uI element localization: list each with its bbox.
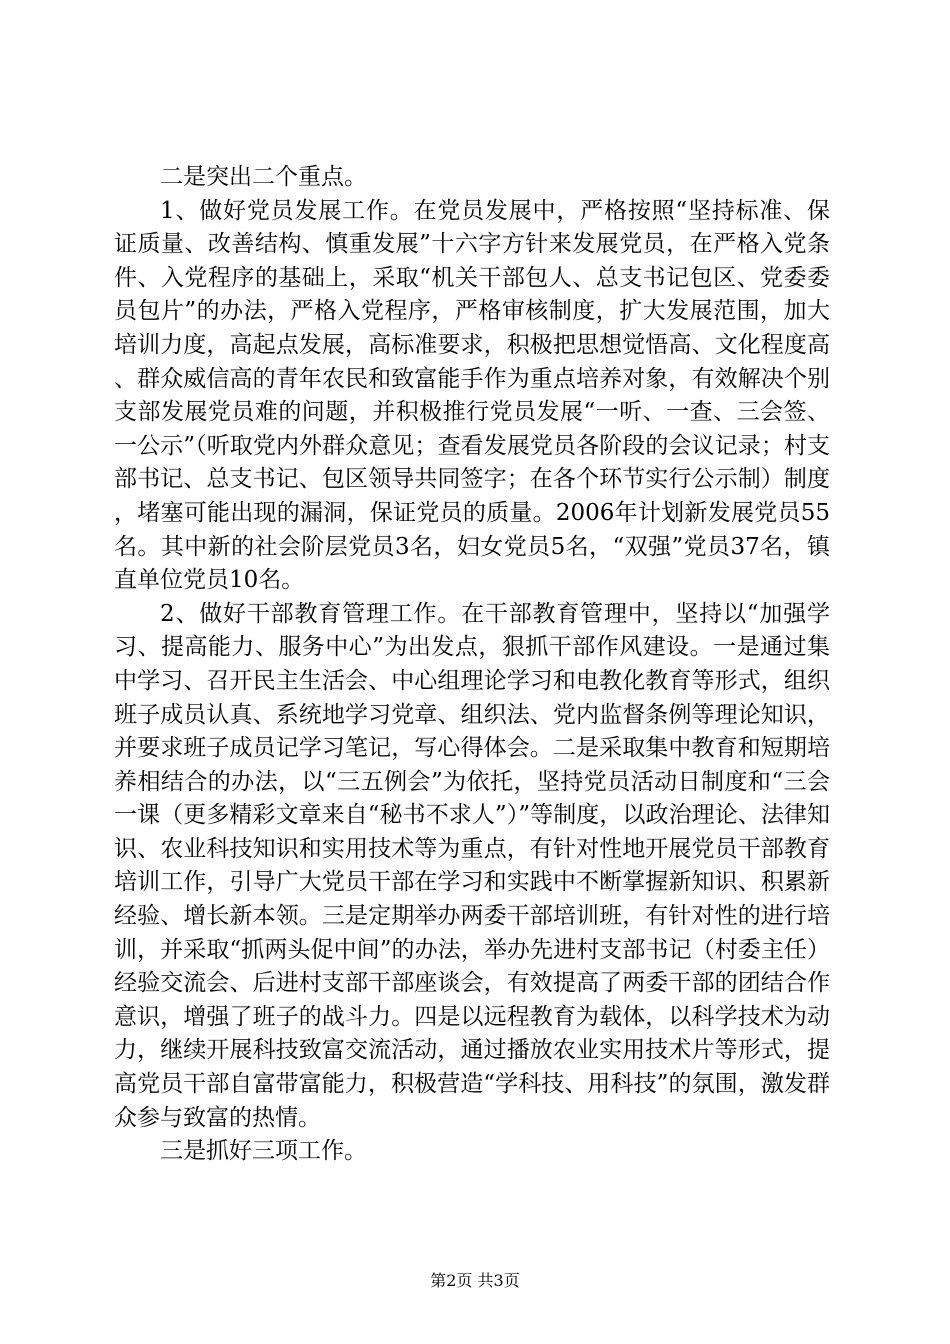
document-body xyxy=(114,161,830,1169)
heading-three-tasks: 三是抓好三项工作。 xyxy=(160,1138,367,1165)
heading-two-key-points: 二是突出二个重点。 xyxy=(160,164,367,190)
paragraph-party-member-development: 1、做好党员发展工作。在党员发展中，严格按照“坚持标准、保证质量、改善结构、慎重发展”十六字方针来发展党员，在严格入党条件、入党程序的基础上，采取“机关干部包人、总支书记包区、党委委员包片”的办法，严格入党程序，严格审核制度，扩大发展范围，加大培训力度，高起点发展，高标准要求，积极把思想觉悟高、文化程度高、群众威信高的青年农民和致富能手作为重点培养对象，有效解决个别支部发展党员难的问题，并积极推行党员发展“一听、一查、三会签、一公示”（听取党内外群众意见；查看发展党员各阶段的会议记录；村支部书记、总支书记、包区领导共同签字；在各个环节实行公示制）制度，堵塞可能出现的漏洞，保证党员的质量。2006年计划新发展党员55名。其中新的社会阶层党员3名，妇女党员5名，“双强”党员37名，镇直单位党员10名。 xyxy=(114,197,830,594)
paragraph-cadre-education: 2、做好干部教育管理工作。在干部教育管理中，坚持以“加强学习、提高能力、服务中心”为出发点，狠抓干部作风建设。一是通过集中学习、召开民主生活会、中心组理论学习和电教化教育等形式，组织班子成员认真、系统地学习党章、组织法、党内监督条例等理论知识，并要求班子成员记学习笔记，写心得体会。二是采取集中教育和短期培养相结合的办法，以“三五例会”为依托，坚持党员活动日制度和“三会一课（更多精彩文章来自“秘书不求人”）”等制度，以政治理论、法律知识、农业科技知识和实用技术等为重点，有针对性地开展党员干部教育培训工作，引导广大党员干部在学习和实践中不断掌握新知识、积累新经验、增长新本领。三是定期举办两委干部培训班，有针对性的进行培训，并采取“抓两头促中间”的办法，举办先进村支部书记（村委主任）经验交流会、后进村支部干部座谈会，有效提高了两委干部的团结合作意识，增强了班子的战斗力。四是以远程教育为载体，以科学技术为动力，继续开展科技致富交流活动，通过播放农业实用技术片等形式，提高党员干部自富带富能力，积极营造“学科技、用科技”的氛围，激发群众参与致富的热情。 xyxy=(114,600,830,1131)
page-number-footer: 第2页 共3页 xyxy=(430,1271,520,1290)
